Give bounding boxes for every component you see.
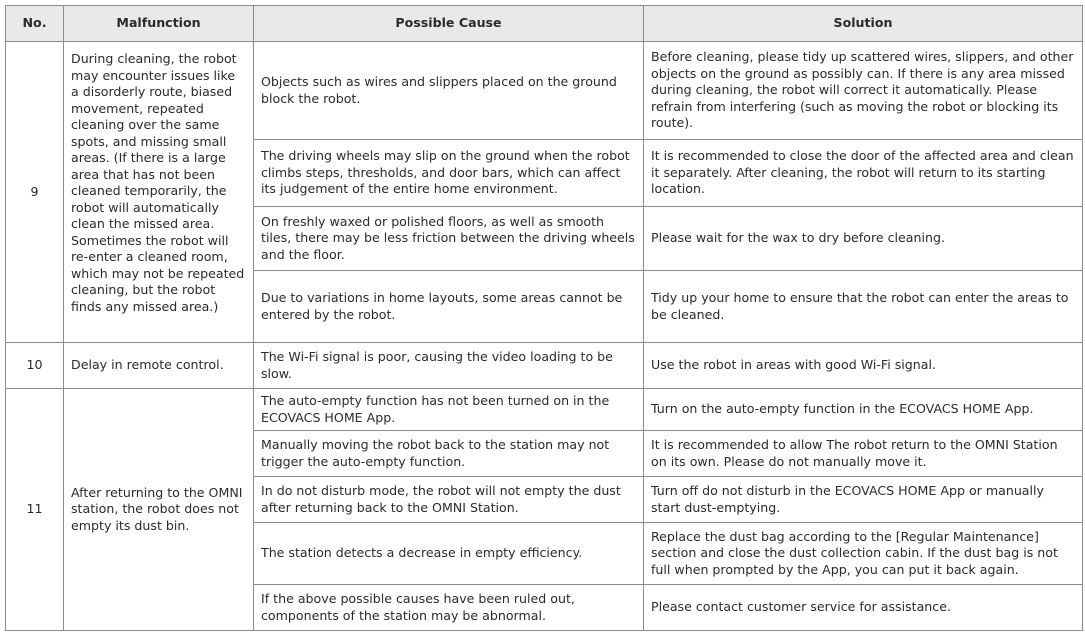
- solution-cell: Please contact customer service for assistance.: [644, 585, 1083, 631]
- cause-cell: Due to variations in home layouts, some areas cannot be entered by the robot.: [254, 271, 644, 343]
- header-solution: Solution: [644, 6, 1083, 42]
- header-malfunction: Malfunction: [64, 6, 254, 42]
- malfunction-cell: During cleaning, the robot may encounter issues like a disorderly route, biased movement, repeated cleaning over the same spots, and missing small areas. (If there is a large area that has not been cleaned temporarily, the robot will automatically clean the missed area. Sometimes the robot will re-enter a cleaned room, which may not be repeated cleaning, but the robot finds any missed area.): [64, 42, 254, 343]
- solution-cell: It is recommended to close the door of the affected area and clean it separately. After cleaning, the robot will return to its starting location.: [644, 140, 1083, 207]
- solution-cell: Use the robot in areas with good Wi-Fi signal.: [644, 343, 1083, 389]
- solution-cell: It is recommended to allow The robot return to the OMNI Station on its own. Please do not manually move it.: [644, 431, 1083, 477]
- solution-cell: Replace the dust bag according to the [Regular Maintenance] section and close the dust collection cabin. If the dust bag is not full when prompted by the App, you can put it back again.: [644, 523, 1083, 585]
- table-row: [6, 343, 1083, 389]
- solution-cell: Turn off do not disturb in the ECOVACS HOME App or manually start dust-emptying.: [644, 477, 1083, 523]
- cause-cell: The auto-empty function has not been turned on in the ECOVACS HOME App.: [254, 389, 644, 431]
- cause-cell: The station detects a decrease in empty efficiency.: [254, 523, 644, 585]
- solution-cell: Tidy up your home to ensure that the robot can enter the areas to be cleaned.: [644, 271, 1083, 343]
- row-number: 11: [6, 389, 64, 631]
- cause-cell: On freshly waxed or polished floors, as well as smooth tiles, there may be less friction between the driving wheels and the floor.: [254, 207, 644, 271]
- row-number: 10: [6, 343, 64, 389]
- solution-cell: Please wait for the wax to dry before cleaning.: [644, 207, 1083, 271]
- malfunction-cell: Delay in remote control.: [64, 343, 254, 389]
- header-possible-cause: Possible Cause: [254, 6, 644, 42]
- table-row: [6, 42, 1083, 140]
- solution-cell: Turn on the auto-empty function in the ECOVACS HOME App.: [644, 389, 1083, 431]
- solution-cell: Before cleaning, please tidy up scattered wires, slippers, and other objects on the ground as possibly can. If there is any area missed during cleaning, the robot will correct it automatically. Please refrain from interfering (such as moving the robot or blocking its route).: [644, 42, 1083, 140]
- malfunction-cell: After returning to the OMNI station, the robot does not empty its dust bin.: [64, 389, 254, 631]
- header-no: No.: [6, 6, 64, 42]
- troubleshooting-table: [5, 5, 1083, 631]
- cause-cell: In do not disturb mode, the robot will not empty the dust after returning back to the OMNI Station.: [254, 477, 644, 523]
- table-row: [6, 389, 1083, 431]
- cause-cell: Objects such as wires and slippers placed on the ground block the robot.: [254, 42, 644, 140]
- cause-cell: If the above possible causes have been ruled out, components of the station may be abnormal.: [254, 585, 644, 631]
- cause-cell: The Wi-Fi signal is poor, causing the video loading to be slow.: [254, 343, 644, 389]
- header-row: [6, 6, 1083, 42]
- row-number: 9: [6, 42, 64, 343]
- cause-cell: Manually moving the robot back to the station may not trigger the auto-empty function.: [254, 431, 644, 477]
- cause-cell: The driving wheels may slip on the ground when the robot climbs steps, thresholds, and door bars, which can affect its judgement of the entire home environment.: [254, 140, 644, 207]
